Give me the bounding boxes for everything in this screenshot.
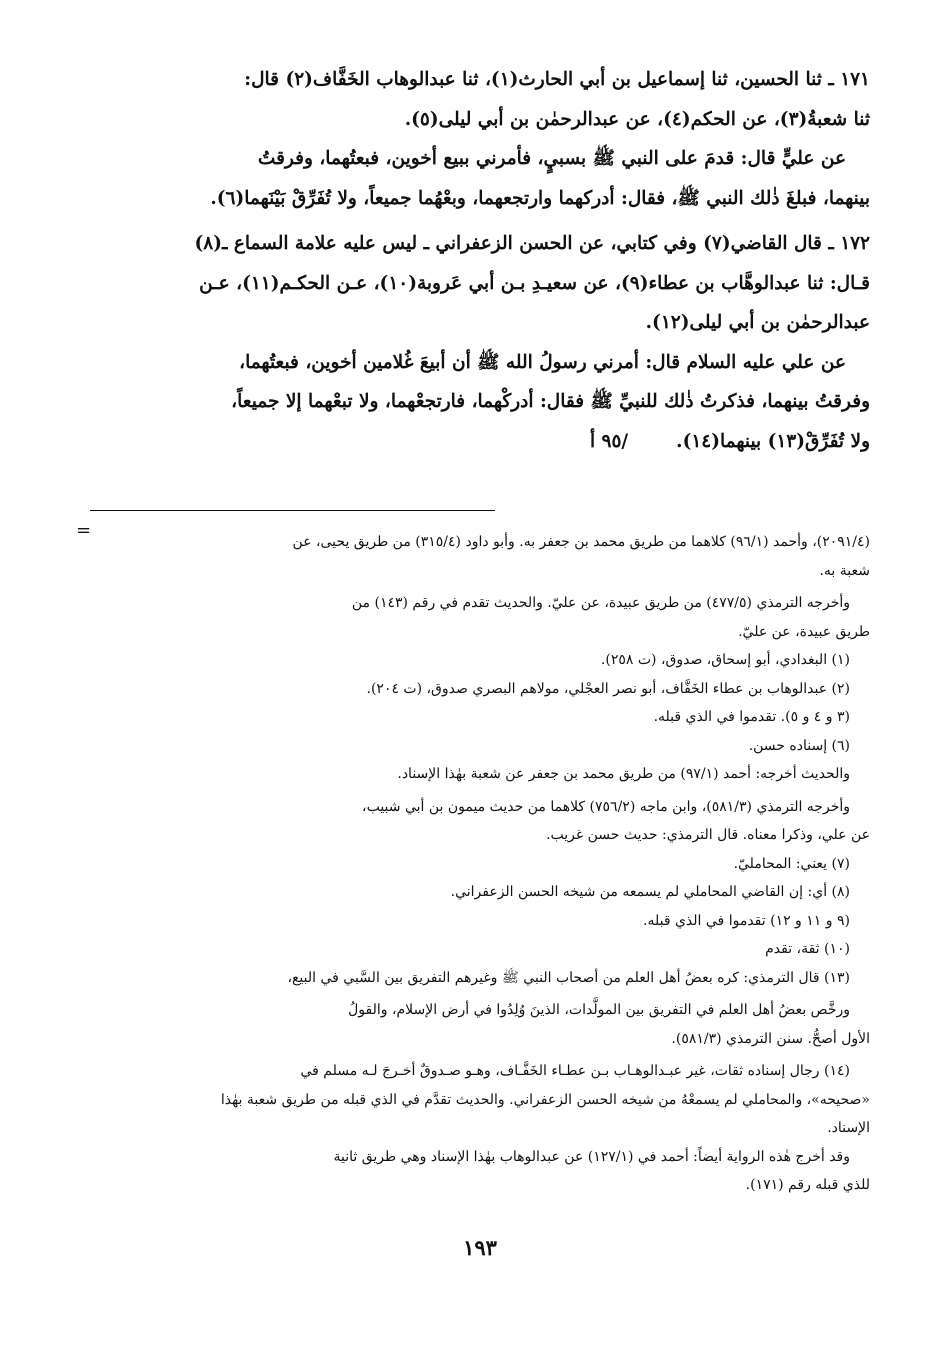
hadith-172-line-3: عبدالرحمٰن بن أبي ليلى(١٢).: [645, 312, 870, 333]
hadith-172-line-6: [90, 422, 870, 462]
hadith-172-line-5: وفرقتُ بينهما، فذكرتُ ذٰلك للنبيِّ ﷺ فقال: أدركْهما، فارتجعْهما، ولا تبعْهما إلا جميعاً،: [231, 391, 870, 412]
footnote-line: شعبة به.: [819, 562, 870, 579]
footnote-continuation-mark: =: [76, 520, 92, 541]
hadith-171-line-1: ١٧١ ـ ثنا الحسين، ثنا إسماعيل بن أبي الحارث(١)، ثنا عبدالوهاب الخَفَّاف(٢) قال:: [244, 69, 870, 90]
footnote-line: (٢٠٩١/٤)، وأحمد (٩٦/١) كلاهما من طريق محمد بن جعفر به. وأبو داود (٣١٥/٤) من طريق يحيى، عن: [292, 534, 870, 550]
footnote-3-4-5: (٣ و ٤ و ٥). تقدموا في الذي قبله.: [653, 709, 850, 725]
footnote-line: والحديث أخرجه: أحمد (٩٧/١) من طريق محمد بن جعفر عن شعبة بهٰذا الإسناد.: [397, 766, 850, 782]
footnote-line: عن علي، وذكرا معناه. قال الترمذي: حديث حسن غريب.: [546, 827, 870, 843]
footnote-line: الإسناد.: [827, 1120, 870, 1136]
footnote-line: للذي قبله رقم (١٧١).: [745, 1177, 870, 1193]
hadith-172-line-2: قـال: ثنا عبدالوهَّاب بن عطاء(٩)، عن سعيـدِ بـن أبي عَروبة(١٠)، عـن الحكـم(١١)، عـن: [199, 272, 870, 294]
hadith-172-line-1: ١٧٢ ـ قال القاضي(٧) وفي كتابي، عن الحسن الزعفراني ـ ليس عليه علامة السماع ـ(٨): [194, 233, 870, 254]
footnote-9-11-12: (٩ و ١١ و ١٢) تقدموا في الذي قبله.: [643, 912, 850, 929]
footnote-6: (٦) إسناده حسن.: [748, 737, 850, 754]
footnotes: [90, 528, 870, 1200]
footnote-line: وأخرجه الترمذي (٤٧٧/٥) من طريق عبيدة، عن عليّ. والحديث تقدم في رقم (١٤٣) من: [351, 595, 850, 611]
book-page: [76, 60, 870, 1310]
footnote-1: (١) البغدادي، أبو إسحاق، صدوق، (ت ٢٥٨).: [600, 652, 850, 668]
footnote-14: (١٤) رجال إسناده ثقات، غير عبـدالوهـاب بـن عطـاء الخَفَّـاف، وهـو صـدوقٌ أخـرجَ لـه مسلم في: [300, 1063, 850, 1079]
footnote-2: (٢) عبدالوهاب بن عطاء الخَفَّاف، أبو نصر العجْلي، مولاهم البصري صدوق، (ت ٢٠٤).: [366, 680, 850, 697]
footnote-8: (٨) أي: إن القاضي المحاملي لم يسمعه من شيخه الحسن الزعفراني.: [450, 884, 850, 900]
hadith-text: [90, 60, 870, 461]
footnote-10: (١٠) ثقة، تقدم: [765, 941, 850, 957]
footnote-line: الأول أصحُّ. سنن الترمذي (٥٨١/٣).: [671, 1030, 870, 1047]
hadith-172-line-6-text: ولا تُفَرِّقْ(١٣) بينهما(١٤).: [676, 430, 870, 452]
footnote-line: وقد أخرج هٰذه الرواية أيضاً: أحمد في (١٢٧/١) عن عبدالوهاب بهٰذا الإسناد وهي طريق ثانية: [333, 1148, 850, 1165]
footnote-separator: [90, 510, 495, 511]
footnote-line: طريق عبيدة، عن عليّ.: [738, 623, 870, 640]
hadith-171-line-2: ثنا شعبةُ(٣)، عن الحكم(٤)، عن عبدالرحمٰن بن أبي ليلى(٥).: [404, 108, 870, 130]
footnote-13: (١٣) قال الترمذي: كره بعضُ أهل العلم من أصحاب النبي ﷺ وغيرهم التفريق بين السَّبي في البيع،: [287, 969, 850, 986]
footnote-7: (٧) يعني: المحامليّ.: [733, 855, 850, 872]
hadith-172-line-4: عن علي عليه السلام قال: أمرني رسولُ الله ﷺ أن أبيعَ غُلامين أخوين، فبعتُهما،: [239, 351, 846, 373]
hadith-171-line-3: عن عليٍّ قال: قدمَ على النبي ﷺ بسبيٍ، فأمرني ببيع أخوين، فبعتُهما، وفرقتُ: [257, 148, 846, 169]
page-number: ١٩٣: [463, 1235, 497, 1260]
hadith-171-line-4: بينهما، فبلغَ ذٰلك النبي ﷺ، فقال: أدركهما وارتجعهما، وبعْهُما جميعاً، ولا تُفَرِّقْ بَيْنَهما(٦).: [210, 187, 870, 209]
footnote-line: «صحيحه»، والمحاملي لم يسمعْهُ من شيخه الحسن الزعفراني. والحديث تقدَّم في الذي قبله من طريق شعبة بهٰذا: [220, 1091, 870, 1108]
footnote-line: ورخَّص بعضُ أهل العلم في التفريق بين المولَّدات، الذينَ وُلِدُوا في أرض الإسلام، والقولُ: [348, 1002, 850, 1018]
manuscript-folio-marker: /٩٥ أ: [589, 430, 629, 452]
footnote-line: وأخرجه الترمذي (٥٨١/٣)، وابن ماجه (٧٥٦/٢) كلاهما من حديث ميمون بن أبي شبيب،: [362, 798, 850, 815]
